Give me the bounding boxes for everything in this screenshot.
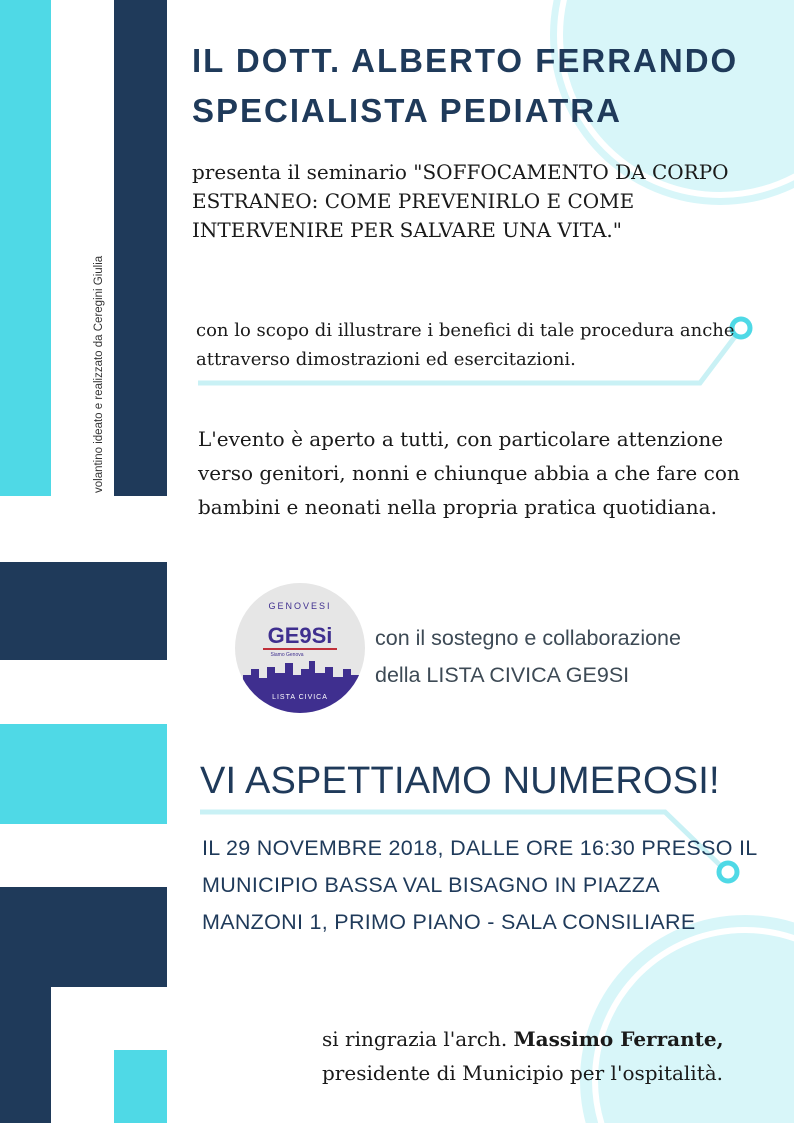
logo-tagline: Siamo Genova [270, 652, 304, 658]
left-cyan-block [0, 724, 167, 824]
ge9si-logo [235, 583, 365, 713]
thanks-name: Massimo Ferrante, [513, 1027, 724, 1051]
title-line-2: SPECIALISTA PEDIATRA [192, 92, 622, 129]
audience-paragraph: L'evento è aperto a tutti, con particolare attenzione verso genitori, nonni e chiunque abbia a che fare con bambini e neonati nella propria pratica quotidiana. [198, 427, 740, 519]
headline: VI ASPETTIAMO NUMEROSI! [200, 760, 720, 802]
left-navy-stripe-bottom [0, 987, 51, 1123]
logo-bottom-text: LISTA CIVICA [272, 694, 328, 701]
title-line-1: IL DOTT. ALBERTO FERRANDO [192, 42, 739, 79]
support-line-2: della LISTA CIVICA GE9SI [375, 663, 630, 687]
left-navy-block-2 [0, 887, 167, 987]
left-cyan-stripe-top [0, 0, 51, 496]
thanks-paragraph [322, 1022, 782, 1090]
left-cyan-stripe-bottom [114, 1050, 167, 1123]
credit-text: volantino ideato e realizzato da Ceregini Giulia [93, 255, 105, 493]
bottom-right-circle [580, 915, 794, 1123]
logo-name: GE9Si [267, 623, 333, 648]
intro-paragraph: presenta il seminario "SOFFOCAMENTO DA CORPO ESTRANEO: COME PREVENIRLO E COME INTERVENIRE PER SALVARE UNA VITA." [192, 160, 729, 242]
support-line-1: con il sostegno e collaborazione [375, 626, 681, 650]
page-title [192, 36, 782, 136]
event-details: IL 29 NOVEMBRE 2018, DALLE ORE 16:30 PRESSO IL MUNICIPIO BASSA VAL BISAGNO IN PIAZZA MANZONI 1, PRIMO PIANO - SALA CONSILIARE [202, 836, 757, 934]
purpose-paragraph: con lo scopo di illustrare i benefici di tale procedura anche attraverso dimostrazioni ed esercitazioni. [196, 320, 735, 370]
thanks-prefix: si ringrazia l'arch. [322, 1027, 508, 1051]
left-navy-block-1 [0, 562, 167, 660]
support-text [375, 620, 775, 694]
thanks-suffix: presidente di Municipio per l'ospitalità. [322, 1061, 724, 1085]
left-navy-stripe-top [114, 0, 167, 496]
logo-arc-text: GENOVESI [268, 601, 332, 611]
